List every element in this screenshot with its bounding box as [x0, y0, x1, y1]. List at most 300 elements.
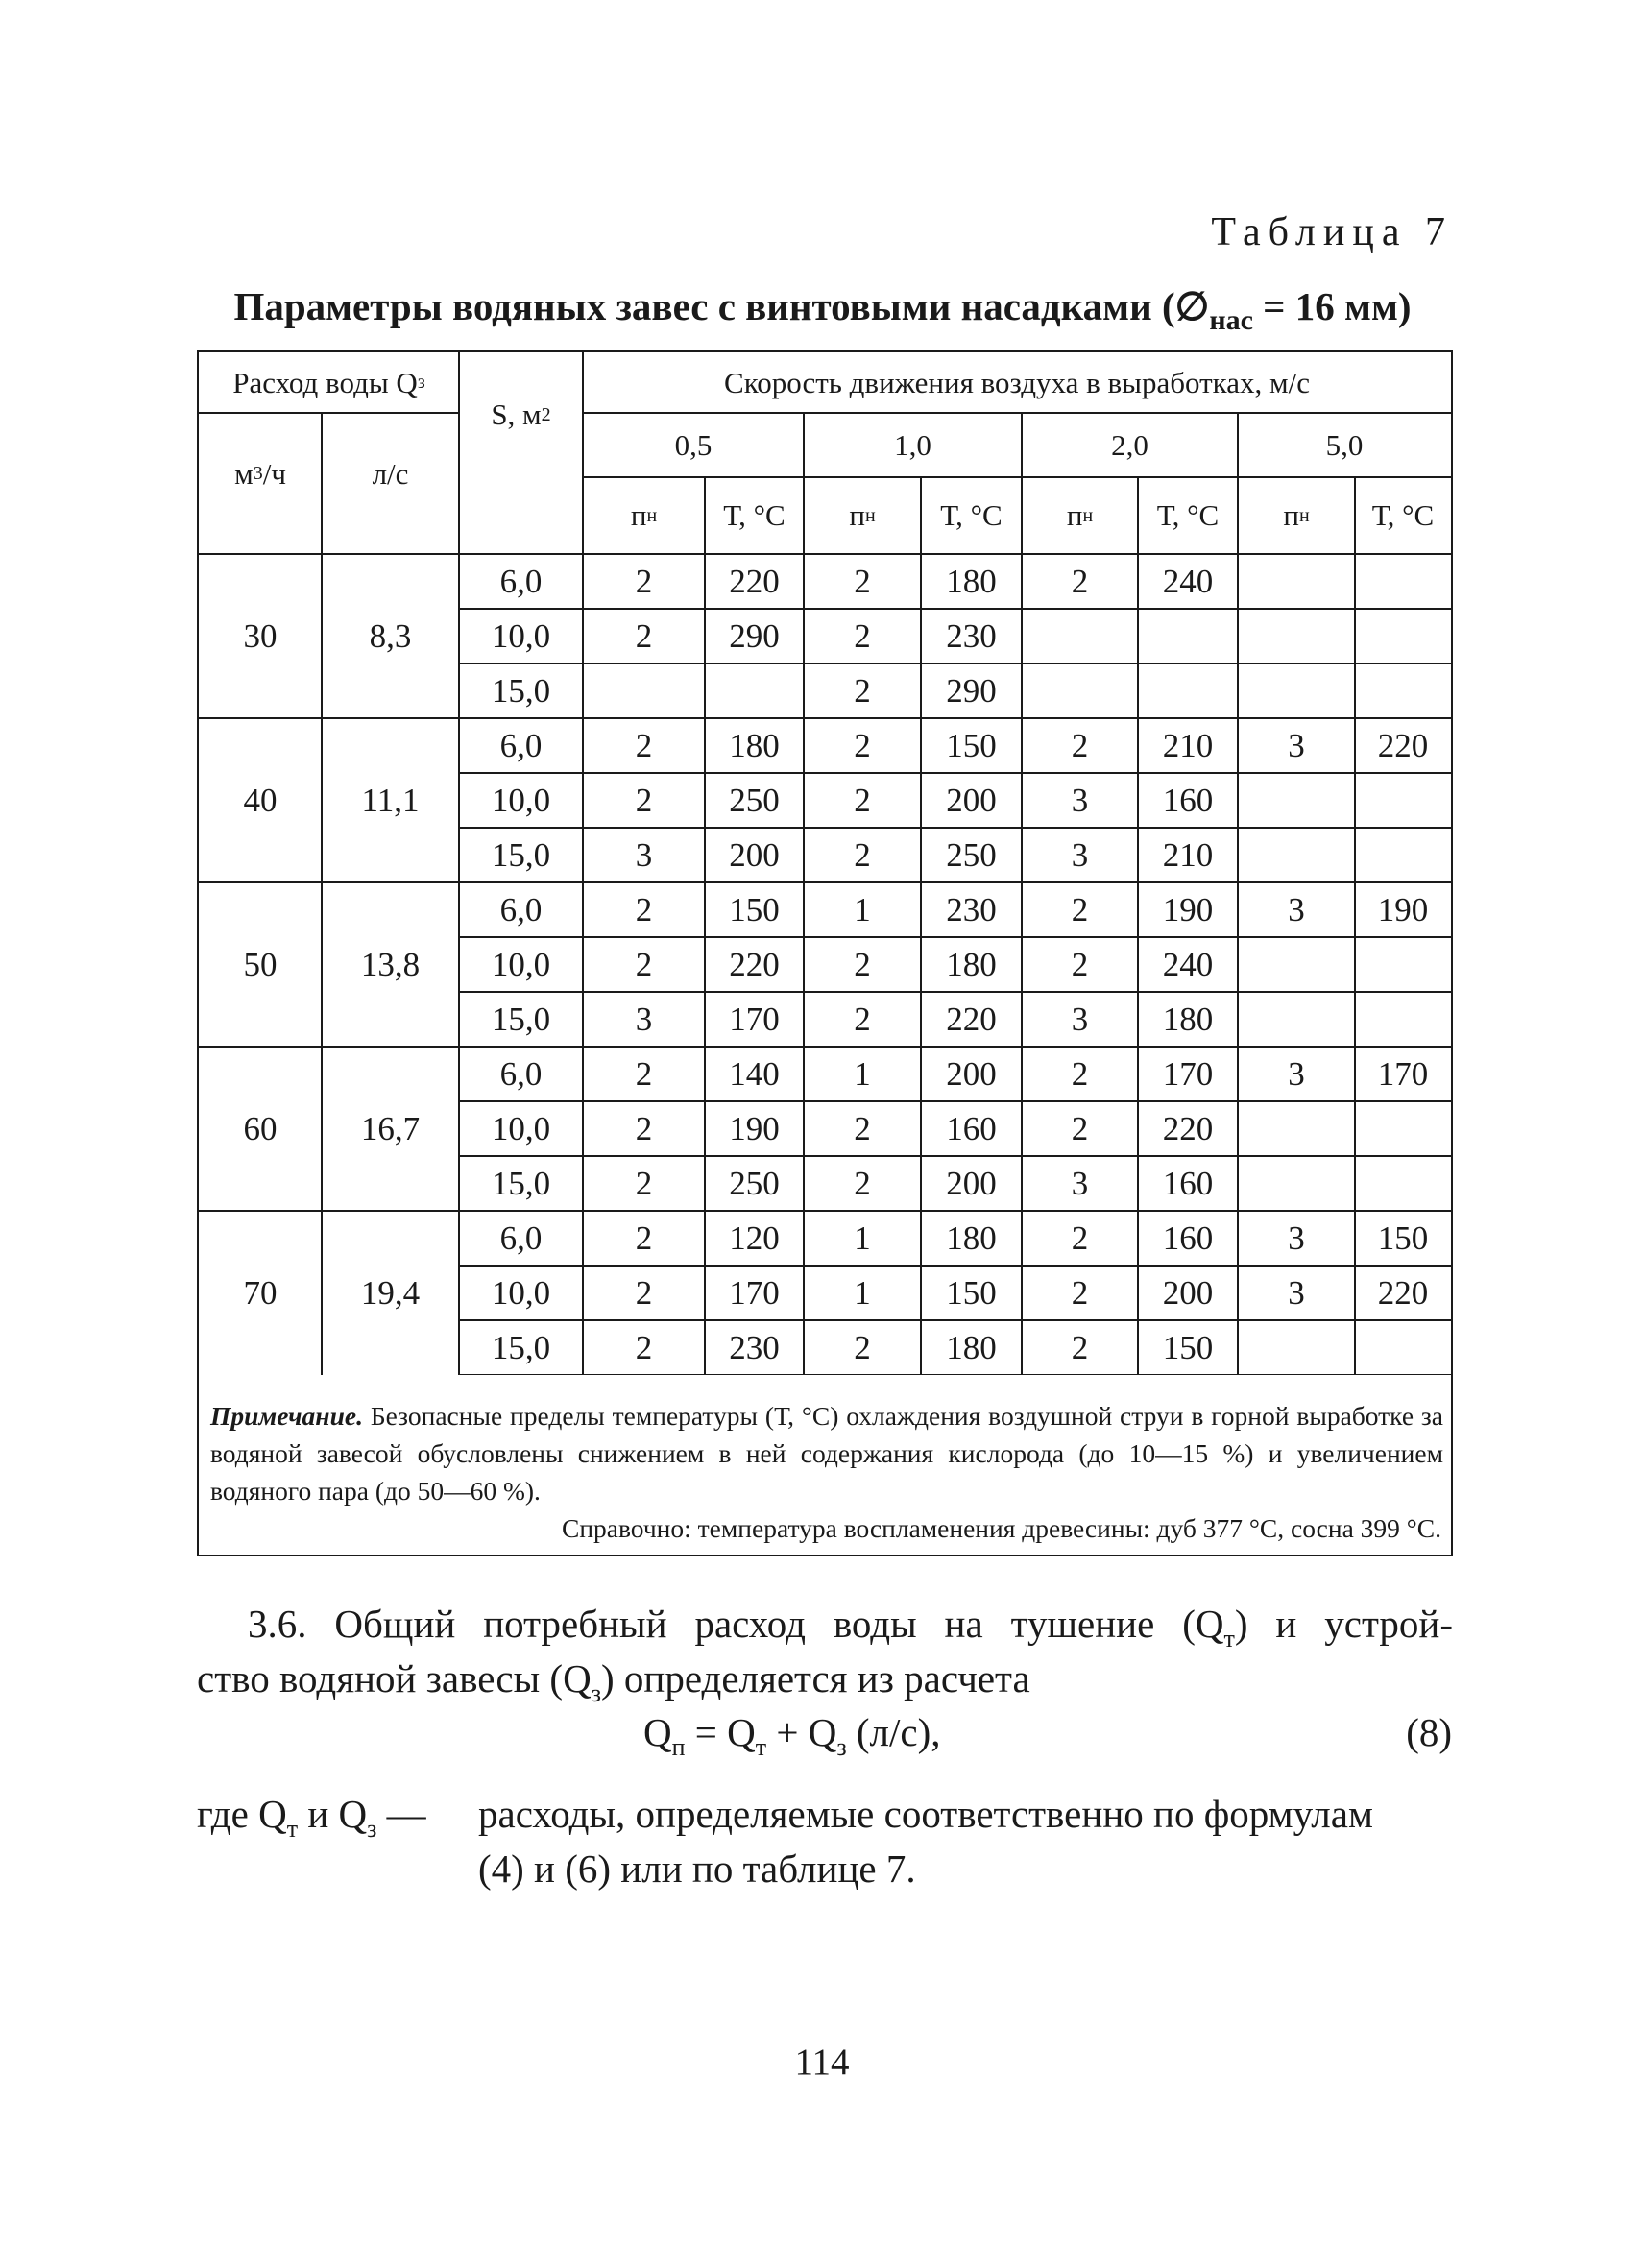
cell-n	[804, 828, 921, 882]
formula-tail: (л/с),	[846, 1710, 941, 1754]
cell-t	[1138, 937, 1238, 992]
cell-t	[1355, 882, 1451, 937]
header-speed-value: 5,0	[1325, 427, 1364, 462]
cell-area-value: 15,0	[491, 835, 551, 874]
cell-value: 2	[635, 562, 653, 600]
cell-value: 160	[946, 1109, 997, 1147]
header-speed	[1238, 413, 1451, 477]
cell-t	[705, 773, 804, 828]
cell-n	[1022, 1320, 1138, 1375]
header-m3h-text: м	[234, 456, 254, 491]
cell-t	[1138, 773, 1238, 828]
cell-t	[1138, 664, 1238, 718]
cell-value: 220	[729, 562, 780, 600]
cell-value: 2	[854, 1164, 871, 1202]
cell-n	[583, 718, 705, 773]
cell-t	[1138, 882, 1238, 937]
cell-value: 210	[1162, 726, 1214, 764]
cell-area-value: 10,0	[491, 945, 551, 983]
cell-area	[459, 609, 583, 664]
cell-n	[1022, 828, 1138, 882]
header-ls	[322, 413, 459, 535]
cell-value: 150	[946, 726, 997, 764]
note-lead: Примечание.	[210, 1401, 363, 1431]
cell-value: 2	[854, 1328, 871, 1366]
cell-n	[1022, 664, 1138, 718]
cell-t	[1355, 1047, 1451, 1101]
cell-m3h-value: 70	[243, 1273, 278, 1312]
cell-n	[1022, 1101, 1138, 1156]
cell-t	[1138, 1211, 1238, 1266]
header-n	[583, 477, 705, 554]
cell-m3h-value: 30	[243, 616, 278, 655]
header-n-sub: н	[1298, 504, 1310, 526]
cell-area-value: 10,0	[491, 616, 551, 655]
diameter-subscript: нас	[1209, 304, 1253, 336]
cell-t	[921, 664, 1022, 718]
cell-value: 2	[854, 945, 871, 983]
cell-value: 180	[729, 726, 780, 764]
cell-value: 2	[1071, 1054, 1089, 1093]
header-n-text: п	[630, 498, 647, 532]
formula-plus: + Q	[766, 1710, 837, 1754]
cell-t	[1355, 664, 1451, 718]
cell-value: 150	[729, 890, 780, 929]
header-n-text: п	[849, 498, 865, 532]
cell-t	[1138, 1047, 1238, 1101]
cell-area-value: 15,0	[491, 1164, 551, 1202]
cell-t	[705, 554, 804, 609]
header-speed	[583, 413, 804, 477]
cell-n	[583, 609, 705, 664]
cell-t	[921, 937, 1022, 992]
cell-value: 2	[1071, 1218, 1089, 1257]
table-label: Таблица 7	[1211, 210, 1453, 254]
cell-area-value: 6,0	[499, 1218, 543, 1257]
cell-t	[705, 1320, 804, 1375]
cell-n	[804, 992, 921, 1047]
page-number: 114	[794, 2041, 850, 2083]
header-t-text: Т, °С	[1156, 498, 1220, 532]
cell-value: 170	[1162, 1054, 1214, 1093]
p1-text-b: ) и устрой-	[1234, 1602, 1453, 1646]
cell-t	[1138, 554, 1238, 609]
cell-value: 230	[729, 1328, 780, 1366]
header-t	[921, 477, 1022, 554]
p1-text-a: 3.6. Общий потребный расход воды на тушение (Q	[248, 1602, 1224, 1646]
cell-n	[583, 664, 705, 718]
cell-n	[583, 1320, 705, 1375]
formula-t-sub: т	[755, 1733, 767, 1761]
cell-ls	[322, 882, 459, 1047]
cell-n	[1238, 718, 1355, 773]
cell-ls-value: 11,1	[361, 781, 420, 819]
formula-eq: = Q	[685, 1710, 756, 1754]
cell-t	[705, 664, 804, 718]
cell-value: 2	[854, 562, 871, 600]
header-water-flow-text: Расход воды Q	[232, 365, 418, 399]
where-a: где Q	[197, 1792, 287, 1836]
cell-value: 3	[1288, 1054, 1305, 1093]
header-water-flow-sub: з	[417, 372, 425, 393]
cell-n	[1022, 554, 1138, 609]
cell-t	[705, 1156, 804, 1211]
cell-n	[1238, 1047, 1355, 1101]
cell-value: 160	[1162, 1164, 1214, 1202]
where-sub-1: т	[286, 1815, 299, 1843]
cell-value: 2	[635, 1328, 653, 1366]
cell-n	[1238, 937, 1355, 992]
cell-m3h	[199, 882, 322, 1047]
p2-text-a: ство водяной завесы (Q	[197, 1656, 592, 1701]
cell-n	[1022, 609, 1138, 664]
cell-value: 250	[729, 1164, 780, 1202]
header-m3h-tail: /ч	[262, 456, 286, 491]
cell-ls-value: 19,4	[360, 1273, 421, 1312]
cell-value: 180	[946, 1218, 997, 1257]
cell-value: 2	[1071, 1109, 1089, 1147]
cell-area	[459, 1101, 583, 1156]
cell-area	[459, 773, 583, 828]
formula-q-sub: п	[671, 1733, 686, 1761]
cell-t	[1138, 1266, 1238, 1320]
parameters-table	[197, 350, 1453, 1556]
cell-area	[459, 1047, 583, 1101]
cell-area-value: 15,0	[491, 1000, 551, 1038]
where-dash: —	[376, 1792, 426, 1836]
cell-n	[583, 1266, 705, 1320]
cell-n	[1238, 828, 1355, 882]
cell-t	[1138, 718, 1238, 773]
cell-ls-value: 8,3	[369, 616, 412, 655]
header-area-text: S, м	[491, 398, 542, 431]
cell-value: 190	[1377, 890, 1429, 929]
cell-n	[1022, 882, 1138, 937]
cell-value: 2	[854, 616, 871, 655]
cell-value: 3	[1288, 1218, 1305, 1257]
cell-t	[921, 1266, 1022, 1320]
header-n-text: п	[1066, 498, 1083, 532]
cell-t	[1138, 1156, 1238, 1211]
cell-value: 3	[1071, 781, 1089, 819]
cell-t	[921, 1211, 1022, 1266]
cell-m3h	[199, 718, 322, 882]
cell-value: 2	[854, 1000, 871, 1038]
cell-m3h-value: 40	[243, 781, 278, 819]
cell-m3h-value: 60	[243, 1109, 278, 1147]
cell-n	[1238, 664, 1355, 718]
header-t-text: Т, °С	[723, 498, 786, 532]
cell-t	[921, 554, 1022, 609]
cell-area	[459, 937, 583, 992]
cell-area	[459, 1320, 583, 1375]
cell-ls-value: 16,7	[360, 1109, 421, 1147]
cell-area-value: 10,0	[491, 1273, 551, 1312]
cell-area	[459, 992, 583, 1047]
cell-value: 1	[854, 1273, 871, 1312]
cell-value: 2	[635, 726, 653, 764]
cell-value: 200	[946, 781, 997, 819]
cell-value: 2	[635, 781, 653, 819]
cell-value: 3	[1288, 726, 1305, 764]
cell-t	[1138, 1320, 1238, 1375]
cell-area-value: 6,0	[499, 726, 543, 764]
cell-value: 120	[729, 1218, 780, 1257]
header-m3h	[199, 413, 322, 535]
cell-n	[804, 1266, 921, 1320]
cell-value: 3	[1071, 1000, 1089, 1038]
cell-value: 2	[635, 1164, 653, 1202]
cell-t	[705, 718, 804, 773]
cell-t	[1138, 1101, 1238, 1156]
header-area-sup: 2	[541, 403, 551, 425]
cell-value: 170	[729, 1000, 780, 1038]
cell-value: 2	[635, 945, 653, 983]
cell-value: 190	[1162, 890, 1214, 929]
cell-n	[583, 1047, 705, 1101]
cell-n	[1022, 1211, 1138, 1266]
cell-n	[804, 1320, 921, 1375]
cell-t	[1355, 1211, 1451, 1266]
cell-t	[1355, 1266, 1451, 1320]
cell-t	[705, 1211, 804, 1266]
cell-t	[1355, 1320, 1451, 1375]
header-speed	[1022, 413, 1238, 477]
cell-t	[921, 718, 1022, 773]
cell-value: 200	[946, 1054, 997, 1093]
cell-value: 220	[1377, 1273, 1429, 1312]
cell-value: 200	[946, 1164, 997, 1202]
cell-value: 200	[1162, 1273, 1214, 1312]
cell-t	[921, 828, 1022, 882]
cell-value: 250	[946, 835, 997, 874]
cell-value: 2	[854, 835, 871, 874]
cell-n	[1238, 609, 1355, 664]
diameter-symbol: ∅	[1174, 284, 1210, 328]
table-cells	[199, 352, 1451, 1375]
cell-n	[583, 1156, 705, 1211]
cell-t	[705, 1047, 804, 1101]
cell-area-value: 6,0	[499, 1054, 543, 1093]
cell-t	[1355, 718, 1451, 773]
cell-value: 3	[635, 1000, 653, 1038]
header-n-sub: н	[1082, 504, 1094, 526]
cell-value: 200	[729, 835, 780, 874]
cell-area	[459, 1266, 583, 1320]
cell-ls	[322, 718, 459, 882]
cell-value: 160	[1162, 781, 1214, 819]
cell-area-value: 6,0	[499, 562, 543, 600]
header-t-text: Т, °С	[940, 498, 1003, 532]
cell-value: 220	[1162, 1109, 1214, 1147]
cell-value: 1	[854, 1218, 871, 1257]
cell-n	[1022, 1156, 1138, 1211]
cell-t	[1355, 937, 1451, 992]
cell-value: 2	[635, 890, 653, 929]
cell-value: 2	[854, 1109, 871, 1147]
header-air-speed-text: Скорость движения воздуха в выработках, м/с	[724, 365, 1310, 399]
cell-n	[583, 554, 705, 609]
cell-area	[459, 1211, 583, 1266]
note-reference: Справочно: температура воспламенения древесины: дуб 377 °С, сосна 399 °С.	[562, 1513, 1441, 1543]
equation-number: (8)	[1406, 1710, 1452, 1754]
cell-value: 2	[635, 1273, 653, 1312]
cell-value: 150	[1162, 1328, 1214, 1366]
cell-area-value: 6,0	[499, 890, 543, 929]
cell-n	[1238, 773, 1355, 828]
cell-m3h	[199, 1047, 322, 1211]
cell-n	[1238, 882, 1355, 937]
cell-t	[705, 992, 804, 1047]
cell-n	[804, 773, 921, 828]
cell-n	[804, 1156, 921, 1211]
cell-value: 2	[635, 1109, 653, 1147]
where-text-line-1: расходы, определяемые соответственно по формулам	[478, 1792, 1373, 1836]
cell-value: 2	[854, 781, 871, 819]
cell-t	[1355, 992, 1451, 1047]
cell-value: 2	[1071, 890, 1089, 929]
cell-value: 190	[729, 1109, 780, 1147]
cell-n	[583, 773, 705, 828]
cell-area	[459, 664, 583, 718]
cell-ls	[322, 1211, 459, 1375]
cell-n	[1238, 1156, 1355, 1211]
cell-value: 3	[1071, 835, 1089, 874]
where-lead	[197, 1791, 426, 1844]
formula-z-sub: з	[836, 1733, 847, 1761]
cell-t	[1355, 609, 1451, 664]
cell-value: 2	[854, 726, 871, 764]
where-sub-2: з	[367, 1815, 377, 1843]
cell-area-value: 10,0	[491, 1109, 551, 1147]
cell-n	[1238, 1101, 1355, 1156]
cell-n	[804, 937, 921, 992]
cell-value: 2	[635, 1218, 653, 1257]
cell-n	[583, 1211, 705, 1266]
cell-area	[459, 1156, 583, 1211]
cell-value: 2	[1071, 1273, 1089, 1312]
cell-n	[804, 554, 921, 609]
cell-t	[705, 609, 804, 664]
cell-value: 230	[946, 890, 997, 929]
cell-n	[583, 828, 705, 882]
header-m3h-sup: 3	[253, 463, 263, 484]
cell-area	[459, 828, 583, 882]
cell-m3h	[199, 554, 322, 718]
cell-area	[459, 882, 583, 937]
header-water-flow	[199, 352, 459, 413]
cell-value: 2	[635, 616, 653, 655]
header-speed-value: 2,0	[1111, 427, 1148, 462]
cell-t	[1355, 773, 1451, 828]
cell-t	[705, 1266, 804, 1320]
cell-t	[921, 992, 1022, 1047]
cell-t	[705, 882, 804, 937]
cell-value: 140	[729, 1054, 780, 1093]
cell-value: 2	[854, 671, 871, 710]
cell-t	[921, 1156, 1022, 1211]
cell-value: 2	[1071, 726, 1089, 764]
where-and: и Q	[298, 1792, 368, 1836]
table-title	[192, 283, 1453, 337]
cell-n	[583, 937, 705, 992]
cell-value: 2	[1071, 1328, 1089, 1366]
cell-n	[1238, 1211, 1355, 1266]
cell-t	[1355, 554, 1451, 609]
cell-n	[804, 1101, 921, 1156]
cell-value: 3	[1288, 1273, 1305, 1312]
header-n	[1022, 477, 1138, 554]
cell-n	[1238, 554, 1355, 609]
table-note	[210, 1397, 1443, 1547]
cell-n	[804, 1047, 921, 1101]
cell-n	[583, 882, 705, 937]
cell-area-value: 15,0	[491, 1328, 551, 1366]
cell-n	[1022, 718, 1138, 773]
header-ls-text: л/с	[372, 456, 409, 491]
cell-value: 220	[729, 945, 780, 983]
p1-subscript: т	[1223, 1625, 1235, 1653]
header-air-speed	[583, 352, 1451, 413]
cell-m3h	[199, 1211, 322, 1375]
header-n-sub: н	[646, 504, 658, 526]
cell-n	[1022, 1266, 1138, 1320]
cell-n	[804, 882, 921, 937]
cell-n	[1238, 1266, 1355, 1320]
cell-value: 150	[946, 1273, 997, 1312]
cell-ls	[322, 554, 459, 718]
cell-value: 180	[946, 945, 997, 983]
formula-8	[643, 1709, 941, 1762]
header-area	[459, 352, 583, 477]
cell-n	[1238, 992, 1355, 1047]
cell-value: 220	[1377, 726, 1429, 764]
cell-n	[804, 1211, 921, 1266]
cell-value: 3	[1071, 1164, 1089, 1202]
header-speed-value: 1,0	[894, 427, 931, 462]
cell-area-value: 15,0	[491, 671, 551, 710]
cell-value: 1	[854, 1054, 871, 1093]
cell-value: 2	[635, 1054, 653, 1093]
cell-value: 210	[1162, 835, 1214, 874]
header-t-text: Т, °С	[1371, 498, 1435, 532]
cell-t	[921, 609, 1022, 664]
cell-n	[1238, 1320, 1355, 1375]
cell-value: 220	[946, 1000, 997, 1038]
cell-value: 2	[1071, 945, 1089, 983]
cell-value: 290	[729, 616, 780, 655]
cell-n	[583, 992, 705, 1047]
cell-m3h-value: 50	[243, 945, 278, 983]
cell-t	[1138, 828, 1238, 882]
cell-value: 180	[1162, 1000, 1214, 1038]
header-t	[1355, 477, 1451, 554]
cell-value: 160	[1162, 1218, 1214, 1257]
table-title-tail: = 16 мм)	[1252, 284, 1412, 328]
formula-q: Q	[643, 1710, 672, 1754]
header-n	[1238, 477, 1355, 554]
header-speed-value: 0,5	[674, 427, 713, 462]
cell-n	[583, 1101, 705, 1156]
cell-value: 150	[1377, 1218, 1429, 1257]
cell-n	[1022, 1047, 1138, 1101]
cell-n	[1022, 992, 1138, 1047]
p2-text-b: ) определяется из расчета	[600, 1656, 1030, 1701]
note-text: Безопасные пределы температуры (Т, °С) охлаждения воздушной струи в горной выработке за водяной завесой обусловлены снижением в ней содержания кислорода (до 10—15 %) и увеличением водяного пара (до 50—60 %).	[210, 1401, 1443, 1506]
cell-ls	[322, 1047, 459, 1211]
cell-t	[1138, 992, 1238, 1047]
cell-value: 230	[946, 616, 997, 655]
